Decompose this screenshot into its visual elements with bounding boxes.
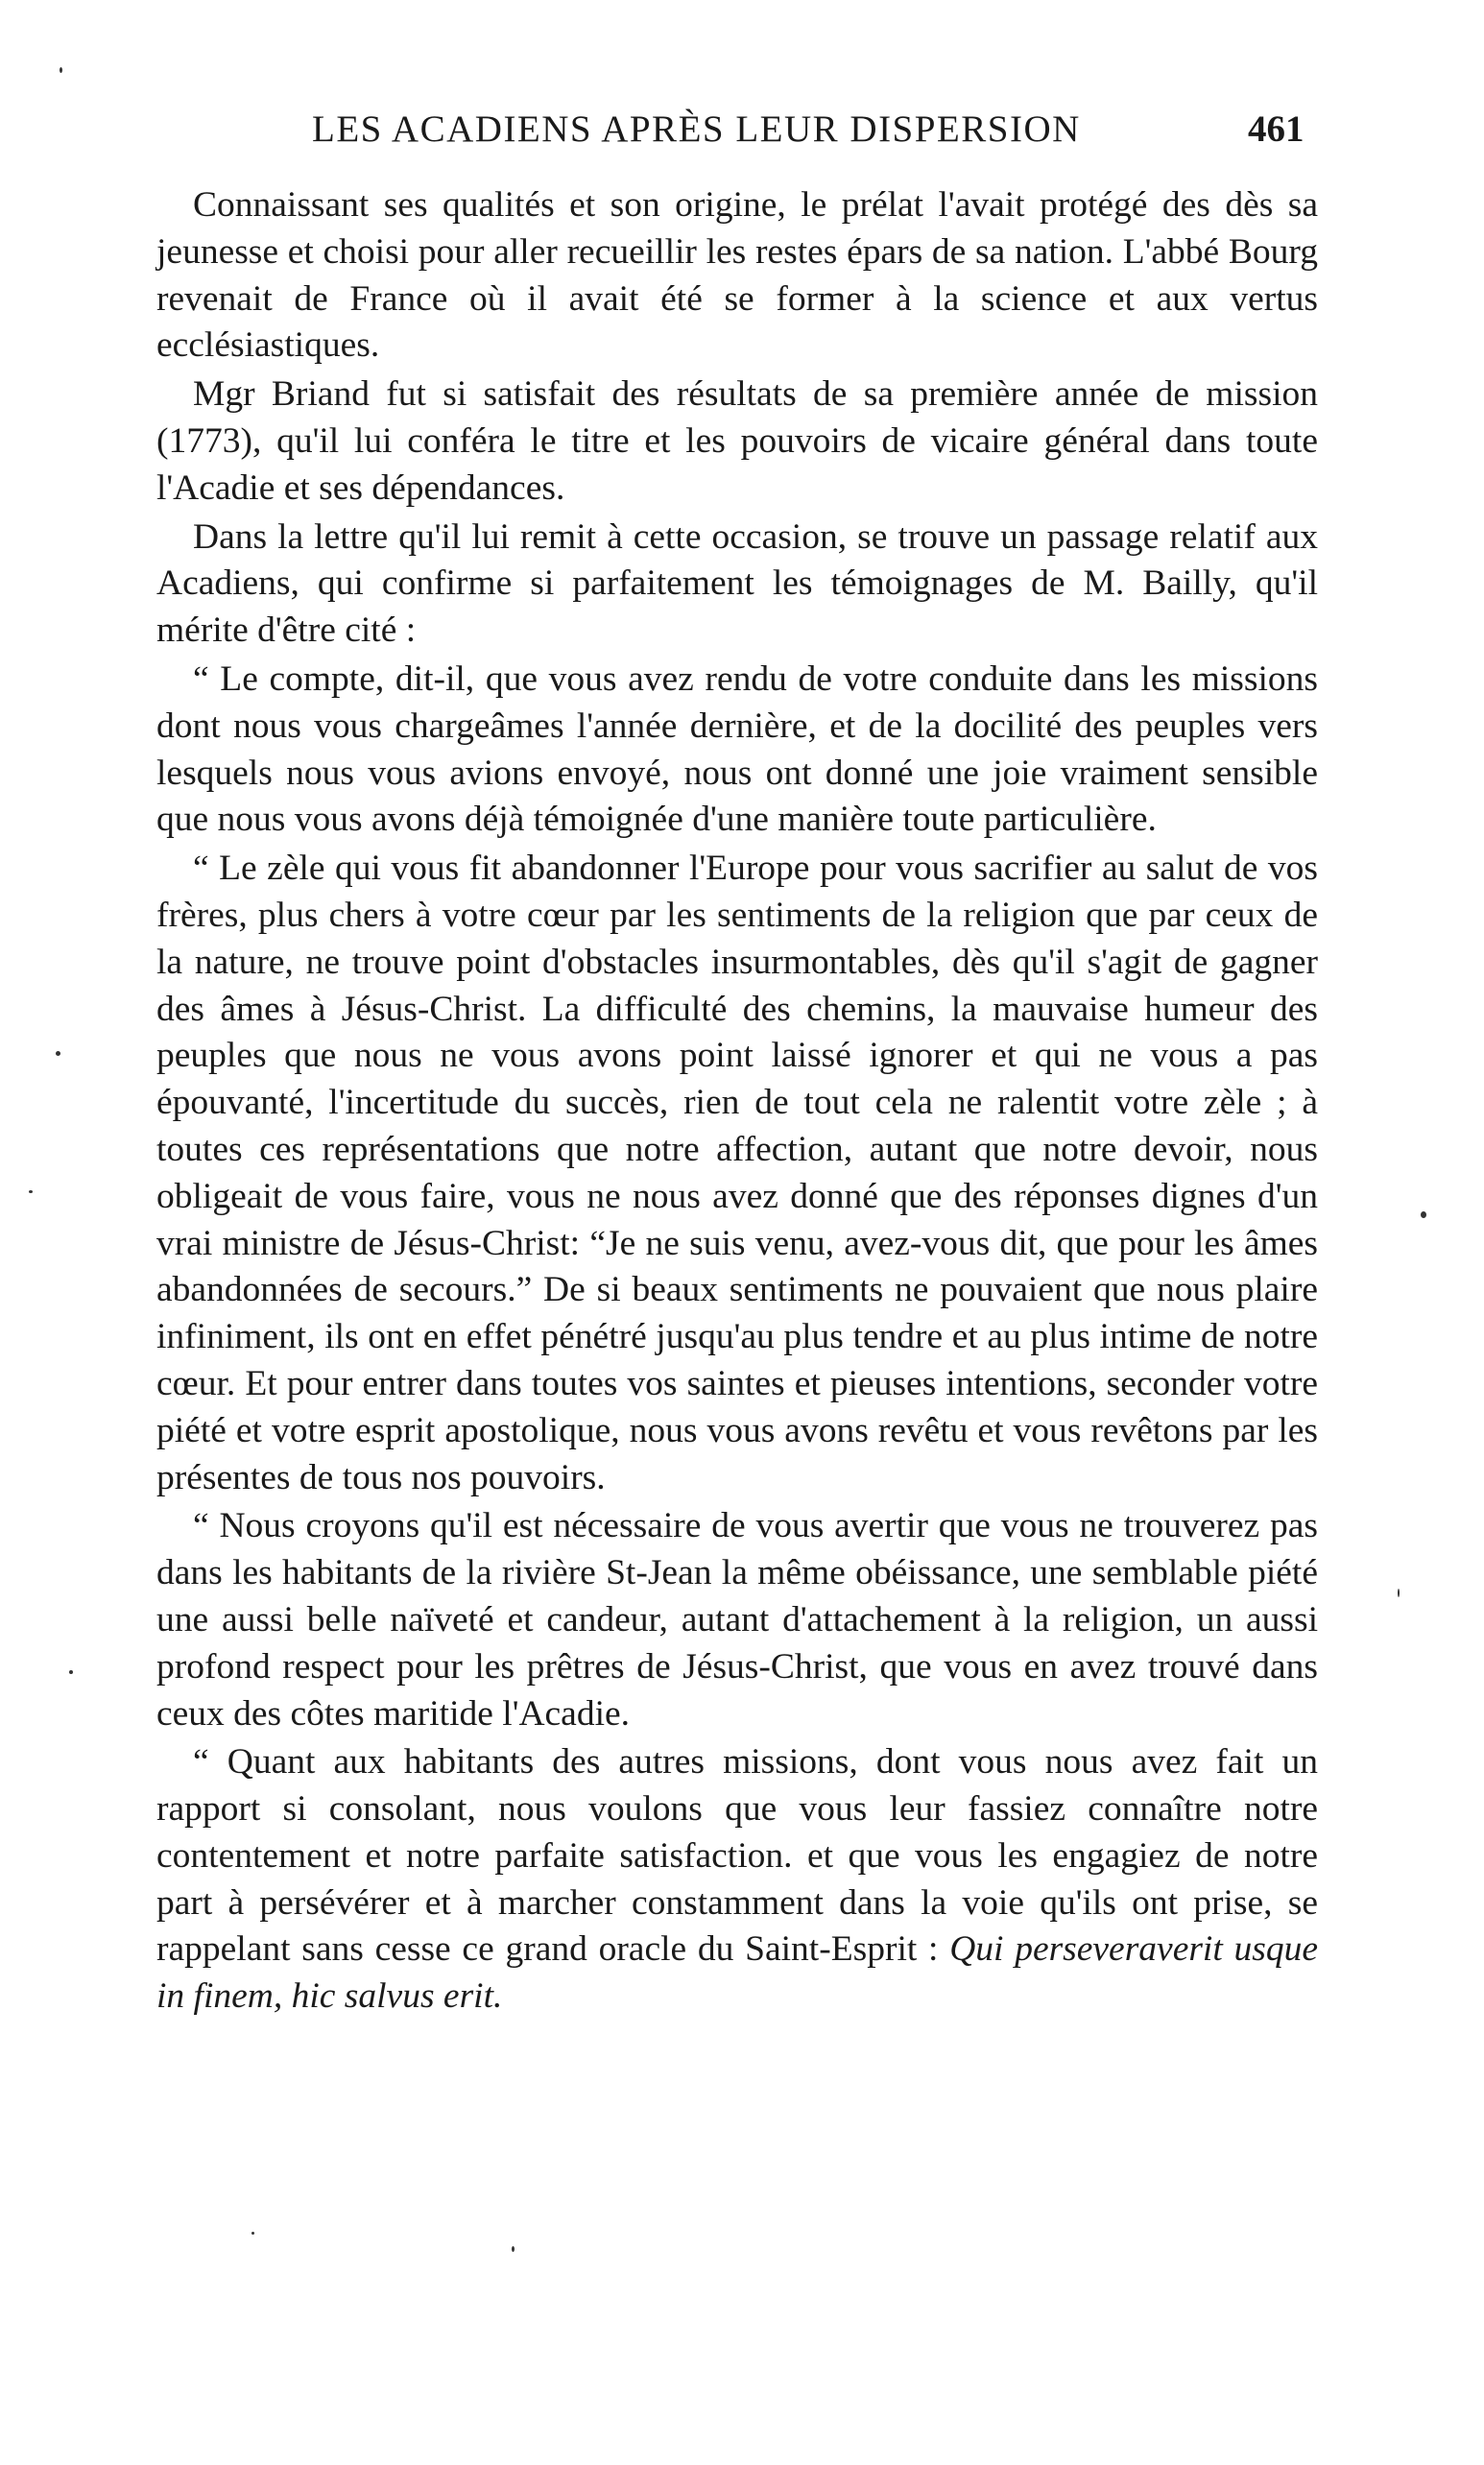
latin-quote: Qui perseveraverit usque in finem, hic salvus erit. <box>156 1929 1318 2017</box>
scan-speck <box>512 2246 515 2252</box>
scan-speck <box>251 2232 254 2235</box>
scan-speck <box>60 67 62 73</box>
running-title: LES ACADIENS APRÈS LEUR DISPERSION <box>312 108 1081 150</box>
paragraph-3: Dans la lettre qu'il lui remit à cette occasion, se trouve un passage relatif aux Acadiens, qui confirme si parfaitement les témoignages de M. Bailly, qu'il mérite d'être cité : <box>156 516 1318 651</box>
paragraph-6-quote: “ Nous croyons qu'il est nécessaire de vous avertir que vous ne trouverez pas dans les habitants de la rivière St-Jean la même obéissance, une semblable piété une aussi belle naïveté et candeur, autant d'attachement à la religion, un aussi profond respect pour les prêtres de Jésus-Christ, que vous en avez trouvé dans ceux des côtes maritide l'Acadie. <box>156 1506 1318 1734</box>
scan-speck <box>1398 1589 1400 1597</box>
scan-speck <box>69 1670 73 1674</box>
paragraph-5-quote: “ Le zèle qui vous fit abandonner l'Europe pour vous sacrifier au salut de vos frères, plus chers à votre cœur par les sentiments de la religion que par ceux de la nature, ne trouve point d'obstacles insurmontables, dès qu'il s'agit de gagner des âmes à Jésus-Christ. La difficulté des chemins, la mauvaise humeur des peuples que nous ne vous avons point laissé ignorer et qui ne vous a pas épouvanté, l'incertitude du succès, rien de tout cela ne ralentit votre zèle ; à toutes ces représentations que notre affection, autant que notre devoir, nous obligeait de vous faire, vous ne nous avez donné que des réponses dignes d'un vrai ministre de Jésus-Christ: “Je ne suis venu, avez-vous dit, que pour les âmes abandonnées de secours.” De si beaux sentiments ne pouvaient que nous plaire infiniment, ils ont en effet pénétré jusqu'au plus tendre et au plus intime de notre cœur. Et pour entrer dans toutes vos saintes et pieuses intentions, seconder votre piété et votre esprit apostolique, nous vous avons revêtu et vous revêtons par les présentes de tous nos pouvoirs. <box>156 849 1318 1497</box>
page-number: 461 <box>1248 108 1304 150</box>
scan-speck <box>29 1190 33 1193</box>
scan-speck <box>56 1051 60 1056</box>
paragraph-2: Mgr Briand fut si satisfait des résultats de sa première année de mission (1773), qu'il lui conféra le titre et les pouvoirs de vicaire général dans toute l'Acadie et ses dépendances. <box>156 374 1318 508</box>
paragraph-7-text: “ Quant aux habitants des autres missions, dont vous nous avez fait un rapport si consolant, nous voulons que vous leur fassiez connaître notre contentement et notre parfaite satisfaction. et que vous les engagiez de notre part à persévérer et à marcher constamment dans la voie qu'ils ont prise, se rappelant sans cesse ce grand oracle du Saint-Esprit : <box>156 1742 1318 1970</box>
paragraph-7-quote <box>156 1739 1318 2021</box>
body-text <box>156 182 1318 2022</box>
paragraph-4-quote: “ Le compte, dit-il, que vous avez rendu de votre conduite dans les missions dont nous vous chargeâmes l'année dernière, et de la docilité des peuples vers lesquels nous vous avions envoyé, nous ont donné une joie vraiment sensible que nous vous avons déjà témoignée d'une manière toute particulière. <box>156 658 1318 840</box>
scan-speck <box>1421 1211 1426 1218</box>
paragraph-1: Connaissant ses qualités et son origine, le prélat l'avait protégé des dès sa jeunesse et choisi pour aller recueillir les restes épars de sa nation. L'abbé Bourg revenait de France où il avait été se former à la science et aux vertus ecclésiastiques. <box>156 185 1318 366</box>
